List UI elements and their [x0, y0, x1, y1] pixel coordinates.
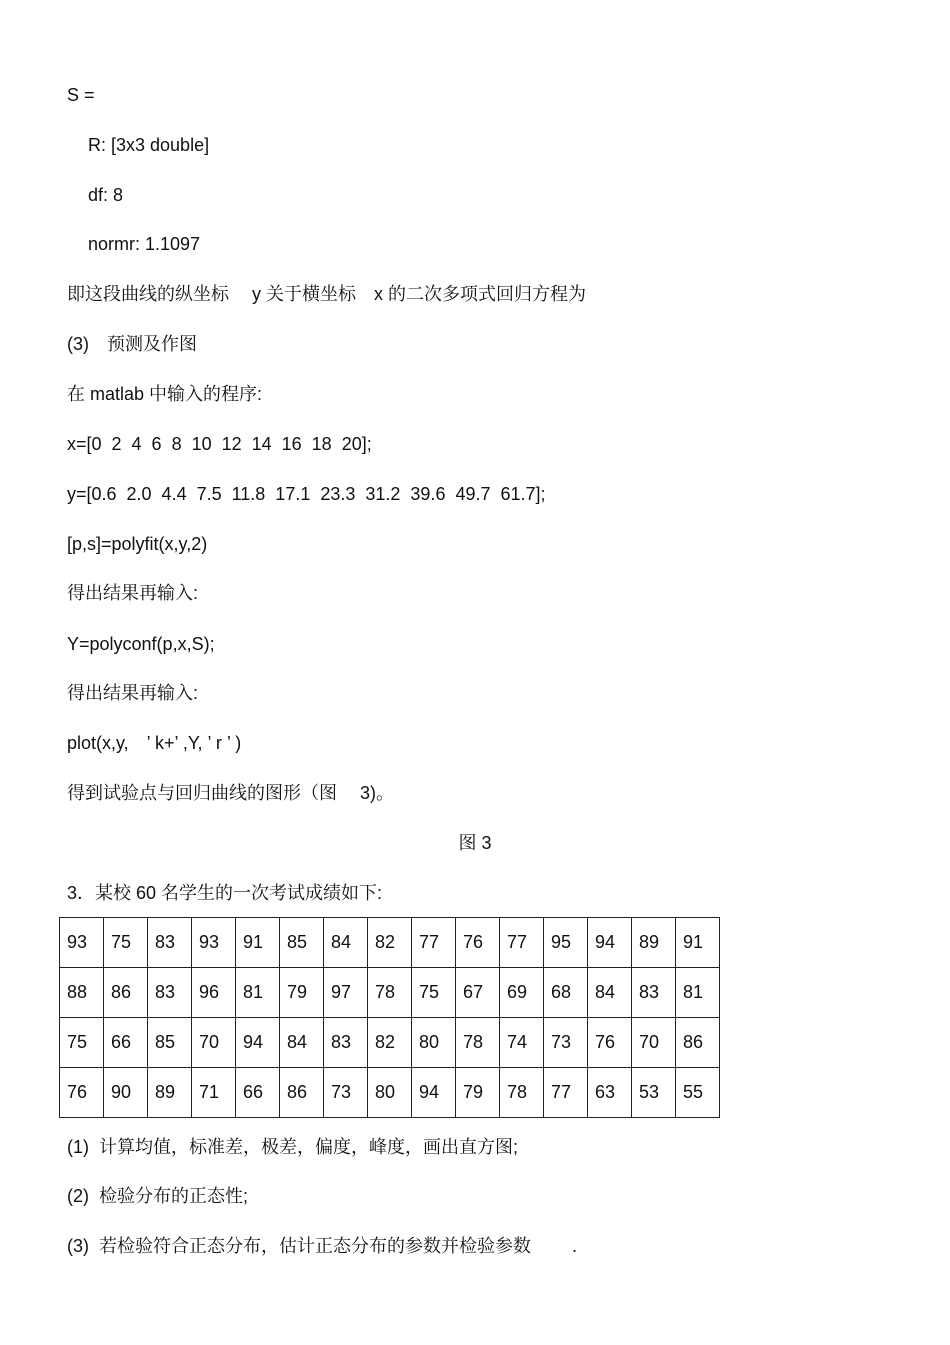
- score-cell: 89: [148, 1068, 192, 1118]
- table-row: [60, 1068, 720, 1118]
- score-cell: 73: [324, 1068, 368, 1118]
- score-cell: 93: [60, 918, 104, 968]
- score-cell: 67: [456, 968, 500, 1018]
- score-cell: 84: [588, 968, 632, 1018]
- score-cell: 88: [60, 968, 104, 1018]
- figure-caption: 图 3: [458, 833, 492, 853]
- regression-description: 即这段曲线的纵坐标 y 关于横坐标 x 的二次多项式回归方程为: [67, 284, 587, 304]
- score-cell: 94: [236, 1018, 280, 1068]
- code-polyconf: Y=polyconf(p,x,S);: [67, 634, 215, 654]
- table-row: [60, 1018, 720, 1068]
- task-1: (1) 计算均值，标准差，极差，偏度，峰度，画出直方图;: [67, 1137, 518, 1157]
- score-cell: 78: [500, 1068, 544, 1118]
- score-cell: 97: [324, 968, 368, 1018]
- score-cell: 75: [104, 918, 148, 968]
- code-plot: plot(x,y, ’ k+’ ,Y, ’ r ’ ): [67, 733, 242, 753]
- score-cell: 76: [60, 1068, 104, 1118]
- score-cell: 68: [544, 968, 588, 1018]
- question-3-heading: 3．某校 60 名学生的一次考试成绩如下:: [67, 883, 383, 903]
- score-cell: 75: [60, 1018, 104, 1068]
- score-cell: 77: [500, 918, 544, 968]
- score-cell: 70: [632, 1018, 676, 1068]
- score-cell: 96: [192, 968, 236, 1018]
- score-cell: 79: [280, 968, 324, 1018]
- score-cell: 84: [280, 1018, 324, 1068]
- score-cell: 83: [148, 968, 192, 1018]
- score-cell: 94: [412, 1068, 456, 1118]
- score-cell: 74: [500, 1018, 544, 1068]
- score-cell: 82: [368, 1018, 412, 1068]
- score-cell: 94: [588, 918, 632, 968]
- score-cell: 80: [412, 1018, 456, 1068]
- score-cell: 86: [676, 1018, 720, 1068]
- then-input-2: 得出结果再输入:: [67, 683, 199, 703]
- task-2: (2) 检验分布的正态性;: [67, 1186, 249, 1206]
- task-3: (3) 若检验符合正态分布，估计正态分布的参数并检验参数 .: [67, 1236, 578, 1256]
- score-cell: 66: [236, 1068, 280, 1118]
- score-cell: 84: [324, 918, 368, 968]
- score-cell: 53: [632, 1068, 676, 1118]
- then-input-1: 得出结果再输入:: [67, 583, 199, 603]
- score-cell: 81: [236, 968, 280, 1018]
- score-cell: 66: [104, 1018, 148, 1068]
- score-cell: 73: [544, 1018, 588, 1068]
- score-cell: 86: [104, 968, 148, 1018]
- program-intro: 在 matlab 中输入的程序:: [67, 384, 263, 404]
- result-description: 得到试验点与回归曲线的图形（图 3)。: [67, 783, 395, 803]
- s-field-df: df: 8: [88, 185, 124, 205]
- score-cell: 82: [368, 918, 412, 968]
- s-field-r: R: [3x3 double]: [88, 135, 210, 155]
- score-cell: 83: [632, 968, 676, 1018]
- s-assignment: S =: [67, 85, 95, 105]
- score-cell: 63: [588, 1068, 632, 1118]
- score-cell: 71: [192, 1068, 236, 1118]
- score-cell: 91: [236, 918, 280, 968]
- table-row: [60, 918, 720, 968]
- score-cell: 76: [588, 1018, 632, 1068]
- score-cell: 89: [632, 918, 676, 968]
- code-polyfit: [p,s]=polyfit(x,y,2): [67, 534, 208, 554]
- score-cell: 75: [412, 968, 456, 1018]
- score-cell: 77: [544, 1068, 588, 1118]
- score-cell: 95: [544, 918, 588, 968]
- score-cell: 78: [456, 1018, 500, 1068]
- scores-table: [59, 917, 720, 1118]
- score-cell: 85: [148, 1018, 192, 1068]
- s-field-normr: normr: 1.1097: [88, 234, 201, 254]
- score-cell: 81: [676, 968, 720, 1018]
- score-cell: 83: [324, 1018, 368, 1068]
- table-row: [60, 968, 720, 1018]
- score-cell: 83: [148, 918, 192, 968]
- score-cell: 79: [456, 1068, 500, 1118]
- score-cell: 55: [676, 1068, 720, 1118]
- step-3-heading: (3) 预测及作图: [67, 334, 197, 354]
- code-x-definition: x=[0 2 4 6 8 10 12 14 16 18 20];: [67, 434, 372, 454]
- score-cell: 93: [192, 918, 236, 968]
- score-cell: 90: [104, 1068, 148, 1118]
- score-cell: 91: [676, 918, 720, 968]
- code-y-definition: y=[0.6 2.0 4.4 7.5 11.8 17.1 23.3 31.2 39.6 49.7 61.7];: [67, 484, 546, 504]
- score-cell: 77: [412, 918, 456, 968]
- score-cell: 80: [368, 1068, 412, 1118]
- score-cell: 70: [192, 1018, 236, 1068]
- score-cell: 76: [456, 918, 500, 968]
- score-cell: 69: [500, 968, 544, 1018]
- score-cell: 78: [368, 968, 412, 1018]
- score-cell: 85: [280, 918, 324, 968]
- score-cell: 86: [280, 1068, 324, 1118]
